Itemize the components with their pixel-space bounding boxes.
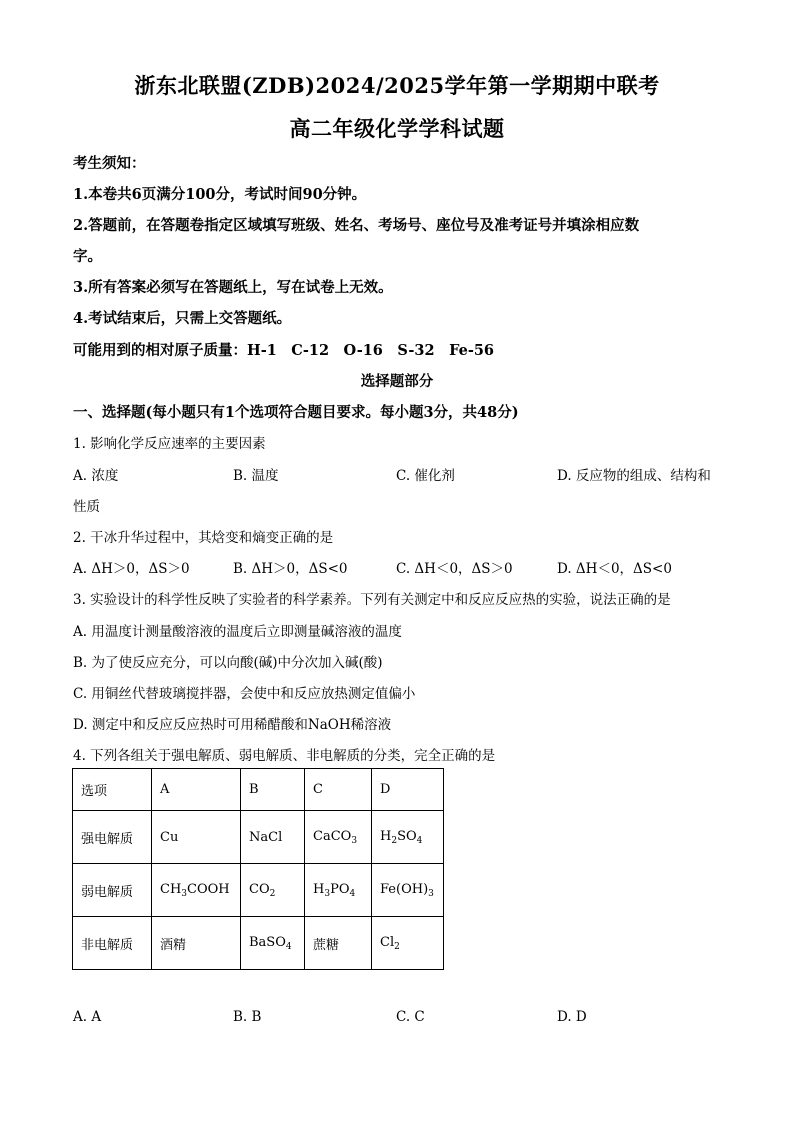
q2-option-a: A. ΔH＞0，ΔS＞0 — [73, 561, 190, 577]
q3-option-b: B. 为了使反应充分，可以向酸(碱)中分次加入碱(酸) — [73, 655, 383, 671]
q1-option-d-continuation: 性质 — [73, 499, 100, 515]
table-cell: $Cl_2$ — [372, 917, 444, 970]
table-cell: 强电解质 — [73, 811, 152, 864]
atomic-masses: 可能用到的相对原子质量：H-1 C-12 O-16 S-32 Fe-56 — [73, 342, 495, 359]
table-cell: Cu — [152, 811, 241, 864]
q4-option-a: A. A — [73, 1009, 102, 1025]
table-cell: 酒精 — [152, 917, 241, 970]
notice-item-3: 3.所有答案必须写在答题纸上，写在试卷上无效。 — [73, 279, 393, 296]
exam-subtitle: 高二年级化学学科试题 — [289, 116, 505, 141]
table-header-row — [73, 769, 444, 811]
table-row — [73, 811, 444, 864]
table-cell: 蔗糖 — [305, 917, 372, 970]
part-title: 选择题部分 — [360, 373, 434, 390]
question-3-stem: 3. 实验设计的科学性反映了实验者的科学素养。下列有关测定中和反应反应热的实验，说法正确的是 — [73, 592, 671, 608]
notice-item-2-cont: 字。 — [73, 248, 102, 265]
q3-option-c: C. 用铜丝代替玻璃搅拌器，会使中和反应放热测定值偏小 — [73, 686, 416, 702]
q3-option-a: A. 用温度计测量酸溶液的温度后立即测量碱溶液的温度 — [73, 624, 402, 640]
q1-option-d: D. 反应物的组成、结构和 — [557, 468, 711, 484]
table-cell: $CO_2$ — [241, 864, 305, 917]
question-1-stem: 1. 影响化学反应速率的主要因素 — [73, 436, 266, 452]
electrolyte-classification-table — [72, 768, 444, 970]
question-4-stem: 4. 下列各组关于强电解质、弱电解质、非电解质的分类，完全正确的是 — [73, 748, 496, 764]
table-header-cell: D — [372, 769, 444, 811]
table-header-cell: 选项 — [73, 769, 152, 811]
exam-title: 浙东北联盟(ZDB)2024/2025学年第一学期期中联考 — [134, 73, 660, 98]
q2-option-c: C. ΔH＜0，ΔS＞0 — [396, 561, 513, 577]
table-cell: NaCl — [241, 811, 305, 864]
notice-heading: 考生须知： — [73, 155, 146, 172]
table-cell: $Fe(OH)_3$ — [372, 864, 444, 917]
notice-item-1: 1.本卷共6页满分100分，考试时间90分钟。 — [73, 186, 367, 203]
notice-item-2: 2.答题前，在答题卷指定区域填写班级、姓名、考场号、座位号及准考证号并填涂相应数 — [73, 217, 640, 234]
q2-option-b: B. ΔH＞0，ΔS<0 — [233, 561, 348, 577]
q1-option-c: C. 催化剂 — [396, 468, 455, 484]
q2-option-d: D. ΔH＜0，ΔS<0 — [557, 561, 672, 577]
table-cell: $H_3PO_4$ — [305, 864, 372, 917]
table-cell: $CH_3COOH$ — [152, 864, 241, 917]
notice-item-4: 4.考试结束后，只需上交答题纸。 — [73, 310, 292, 327]
q3-option-d: D. 测定中和反应反应热时可用稀醋酸和NaOH稀溶液 — [73, 717, 392, 733]
table-cell: BaSO$_4$ — [241, 917, 305, 970]
question-2-stem: 2. 干冰升华过程中，其焓变和熵变正确的是 — [73, 530, 334, 546]
q4-option-b: B. B — [233, 1009, 262, 1025]
table-cell: 非电解质 — [73, 917, 152, 970]
table-header-cell: C — [305, 769, 372, 811]
table-row — [73, 864, 444, 917]
table-cell: 弱电解质 — [73, 864, 152, 917]
table-header-cell: A — [152, 769, 241, 811]
table-cell: CaCO$_3$ — [305, 811, 372, 864]
section-heading: 一、选择题(每小题只有1个选项符合题目要求。每小题3分，共48分) — [73, 404, 519, 421]
table-header-cell: B — [241, 769, 305, 811]
q1-option-b: B. 温度 — [233, 468, 279, 484]
q1-option-a: A. 浓度 — [73, 468, 119, 484]
table-cell: $H_2SO_4$ — [372, 811, 444, 864]
q4-option-c: C. C — [396, 1009, 425, 1025]
table-row — [73, 917, 444, 970]
q4-option-d: D. D — [557, 1009, 587, 1025]
